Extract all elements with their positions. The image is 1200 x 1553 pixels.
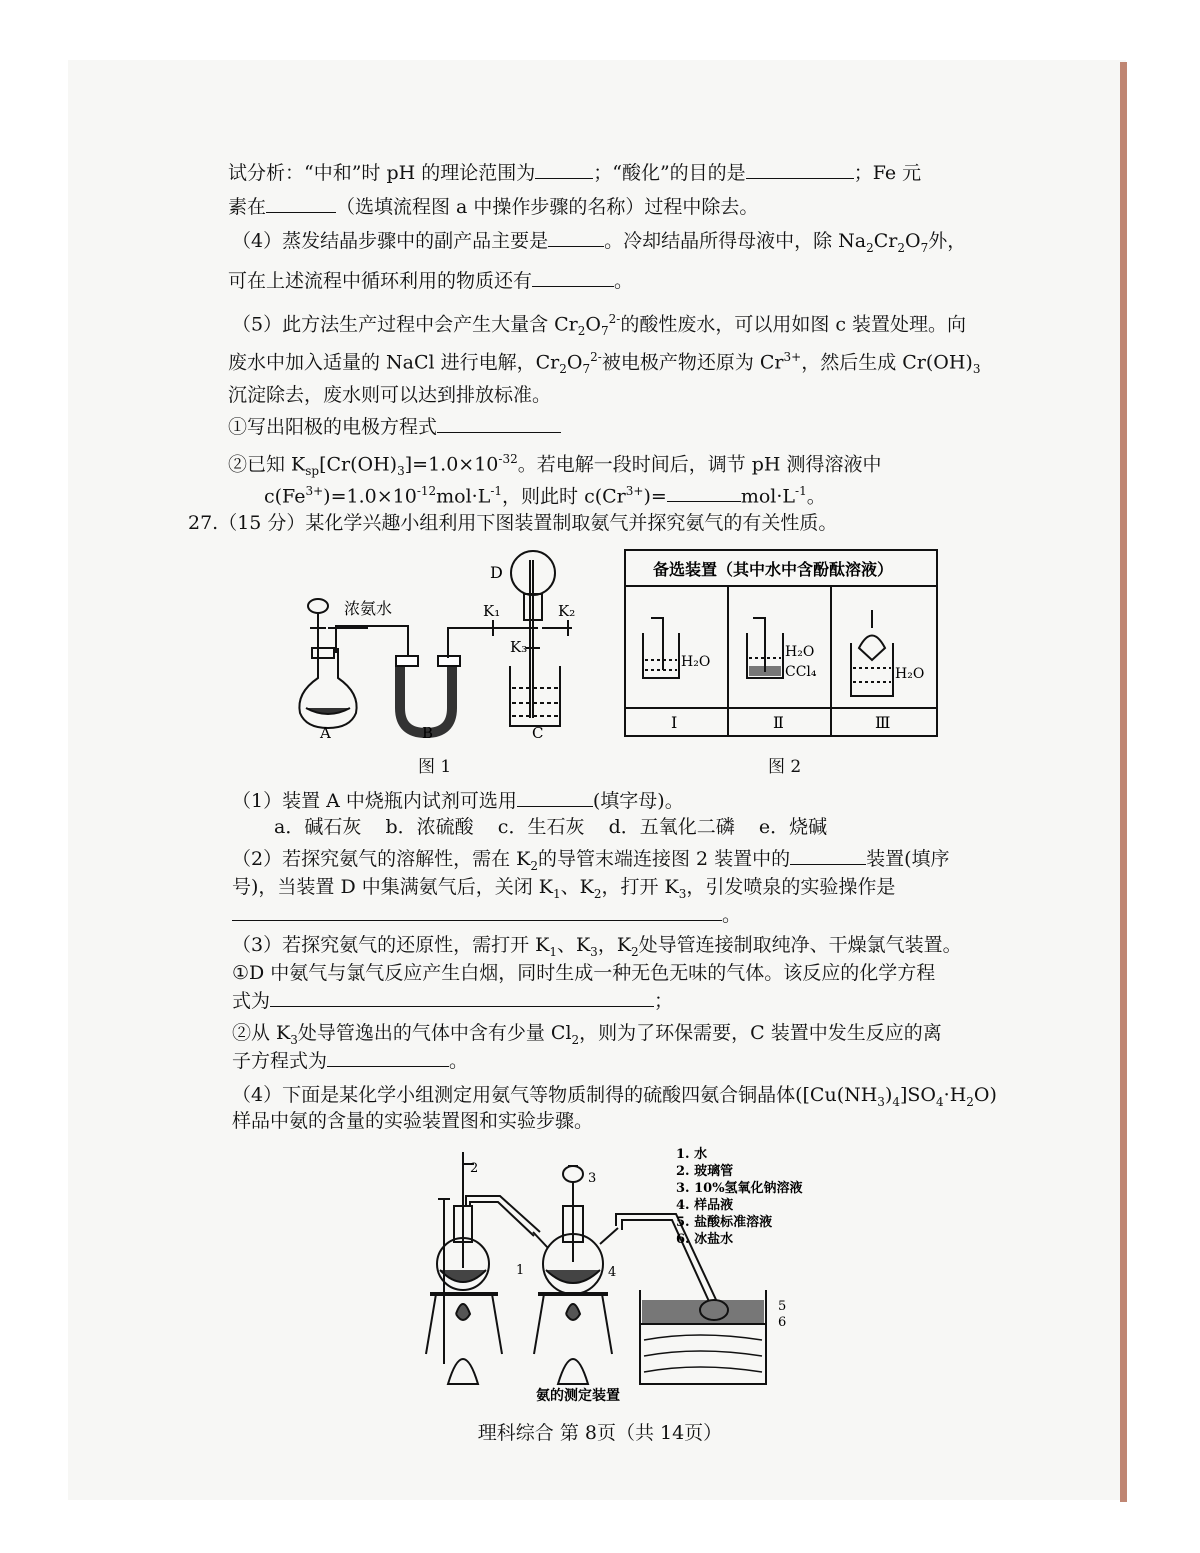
label-n2: 2 [470, 1161, 479, 1176]
text: 素在 [228, 196, 267, 218]
text: ；“酸化”的目的是 [593, 162, 746, 184]
text: 。 [722, 904, 742, 926]
answer-blank[interactable] [532, 268, 614, 287]
superscript: -1 [795, 484, 807, 498]
subscript: 2 [897, 240, 905, 255]
superscript: 3+ [305, 484, 324, 498]
subscript: 3 [397, 464, 405, 479]
subscript: 2 [571, 1032, 580, 1047]
subscript: sp [305, 464, 320, 479]
superscript: 2- [608, 312, 621, 326]
text: 外， [928, 230, 967, 252]
answer-blank[interactable] [790, 846, 866, 865]
text: 的导管末端连接图 2 装置中的 [537, 848, 791, 870]
label-k2: K₂ [558, 602, 576, 620]
question-1-options: a．碱石灰 b．浓硫酸 c．生石灰 d．五氧化二磷 e．烧碱 [274, 816, 828, 838]
text: ，打开 K [601, 876, 679, 898]
figure-2-title: 备选装置（其中水中含酚酞溶液） [653, 560, 894, 579]
answer-blank[interactable] [746, 160, 854, 179]
figure-3-caption: 氨的测定装置 [536, 1388, 620, 1404]
text-line-8 [228, 414, 561, 440]
figure-2-options-table [623, 548, 939, 738]
answer-blank[interactable] [232, 902, 722, 921]
text-line-6: 废水中加入适量的 NaCl 进行电解，$Cr_2O_7^{2-}$被电极产物还原为 $Cr^{3+}$，然后生成 $Cr(OH)_3$ [228, 350, 981, 377]
subscript: 3 [877, 1094, 885, 1109]
legend-item: 6. 冰盐水 [676, 1232, 734, 1247]
text: ，则为了环保需要，C 装置中发生反应的离 [579, 1022, 942, 1044]
subscript: 2 [966, 1094, 974, 1109]
text: （4）下面是某化学小组测定用氨气等物质制得的硫酸四氨合铜晶体([Cu(NH [232, 1084, 878, 1106]
text: 的酸性废水，可以用如图 c 装置处理。向 [620, 313, 967, 336]
subscript: 7 [582, 362, 591, 377]
question-4-line-2: 样品中氨的含量的实验装置图和实验步骤。 [232, 1110, 594, 1132]
subscript: 2 [593, 886, 602, 901]
figure-1-apparatus [288, 548, 588, 748]
text: )=1.0×10 [323, 485, 417, 508]
superscript: -1 [490, 484, 503, 498]
subscript: 3 [678, 886, 687, 901]
superscript: 2- [590, 350, 602, 364]
text-line-2 [228, 194, 758, 220]
legend-item: 4. 样品液 [676, 1198, 734, 1213]
legend-item: 3. 10%氢氧化钠溶液 [676, 1181, 803, 1196]
question-3-line-2: ①D 中氨气与氯气反应产生白烟，同时生成一种无色无味的气体。该反应的化学方程 [232, 962, 936, 984]
answer-blank[interactable] [327, 1048, 449, 1067]
text: 可在上述流程中循环利用的物质还有 [228, 270, 533, 292]
subscript: 3 [590, 944, 598, 959]
text-line-7: 沉淀除去，废水则可以达到排放标准。 [228, 384, 552, 406]
question-27-title: 27.（15 分）某化学兴趣小组利用下图装置制取氨气并探究氨气的有关性质。 [188, 512, 838, 534]
text: ，则此时 c(Cr [502, 485, 626, 508]
figure-1-caption: 图 1 [418, 757, 452, 777]
text: ②从 K [232, 1022, 291, 1044]
subscript: 7 [600, 324, 609, 339]
text: （2）若探究氨气的溶解性，需在 K [232, 848, 531, 870]
legend-item: 2. 玻璃管 [676, 1164, 734, 1179]
label-n5: 5 [778, 1299, 787, 1314]
text-line-10 [264, 478, 826, 509]
subscript: 2 [530, 858, 538, 873]
answer-blank[interactable] [667, 483, 741, 502]
text: 子方程式为 [232, 1050, 328, 1072]
text: O) [973, 1084, 997, 1106]
label-ammonia: 浓氨水 [344, 599, 393, 618]
legend-item: 5. 盐酸标准溶液 [676, 1215, 773, 1230]
label-ccl4: CCl₄ [785, 664, 817, 680]
text: ) [884, 1084, 893, 1106]
subscript: 1 [552, 886, 561, 901]
text: ·H [943, 1084, 967, 1106]
text-line-4 [228, 268, 633, 294]
text: 。冷却结晶所得母液中，除 Na [604, 230, 867, 252]
figure-2-caption: 图 2 [768, 757, 802, 777]
text: (填字母)。 [592, 790, 684, 812]
label-n6: 6 [778, 1315, 787, 1330]
label-c: C [532, 724, 544, 742]
label-d: D [490, 563, 503, 582]
column-label: Ⅲ [875, 713, 891, 732]
text: ；Fe 元 [853, 162, 922, 184]
answer-blank[interactable] [517, 788, 593, 807]
text: mol·L [740, 485, 796, 508]
question-1 [232, 788, 684, 814]
text: 。 [449, 1050, 469, 1072]
subscript: 2 [577, 324, 586, 339]
text: （1）装置 A 中烧瓶内试剂可选用 [232, 790, 517, 812]
label-h2o: H₂O [785, 644, 815, 660]
text: 试分析：“中和”时 pH 的理论范围为 [228, 162, 536, 184]
text: （3）若探究氨气的还原性，需打开 K [232, 934, 550, 956]
text: mol·L [436, 485, 491, 508]
text: 。若电解一段时间后，调节 pH 测得溶液中 [517, 453, 882, 476]
superscript: 3+ [625, 484, 644, 498]
superscript: -32 [498, 452, 518, 466]
label-n4: 4 [608, 1265, 617, 1280]
answer-blank[interactable] [437, 414, 561, 433]
flask-a-icon [299, 648, 356, 728]
subscript: 2 [866, 240, 874, 255]
subscript: 2 [559, 362, 567, 377]
text: ]SO [900, 1084, 937, 1106]
question-3-line-5 [232, 1048, 468, 1074]
text: ，然后生成 Cr(OH) [801, 351, 973, 374]
label-h2o: H₂O [895, 666, 925, 682]
text-line-1 [228, 160, 921, 186]
answer-blank[interactable] [548, 228, 604, 247]
label-n1: 1 [516, 1263, 525, 1278]
subscript: 3 [972, 362, 981, 377]
text: [Cr(OH) [319, 453, 398, 476]
subscript: 4 [892, 1094, 900, 1109]
figure-3-legend [676, 1146, 803, 1247]
text-line-3: （4）蒸发结晶步骤中的副产品主要是 。冷却结晶所得母液中，除 $Na_2Cr_2O_7$外， [232, 230, 967, 255]
text: （选填流程图 a 中操作步骤的名称）过程中除去。 [336, 196, 759, 218]
label-h2o: H₂O [681, 654, 711, 670]
column-label: Ⅰ [671, 713, 678, 732]
text: 、K [556, 934, 591, 956]
text: 处导管连接制取纯净、干燥氯气装置。 [638, 934, 962, 956]
answer-blank[interactable] [535, 160, 593, 179]
label-n3: 3 [588, 1171, 597, 1186]
text: 、K [560, 876, 594, 898]
text: ，引发喷泉的实验操作是 [686, 876, 896, 898]
question-3-line-3 [232, 988, 673, 1014]
text: ； [654, 990, 674, 1012]
label-b: B [422, 724, 434, 742]
subscript: 2 [631, 944, 639, 959]
question-2-line-3 [232, 902, 741, 928]
text: 号)，当装置 D 中集满氨气后，关闭 K [232, 876, 553, 898]
label-k3: K₃ [510, 638, 528, 656]
text: 被电极产物还原为 Cr [601, 351, 784, 374]
subscript: 3 [290, 1032, 298, 1047]
text: ②已知 K [228, 453, 306, 476]
subscript: 1 [549, 944, 557, 959]
page-footer: 理科综合 第 8页（共 14页） [477, 1422, 723, 1444]
superscript: -12 [416, 484, 437, 498]
subscript: 4 [936, 1094, 944, 1109]
label-k1: K₁ [483, 602, 501, 620]
column-label: Ⅱ [773, 713, 784, 732]
text: 装置(填序 [866, 848, 950, 870]
text: 废水中加入适量的 NaCl 进行电解，Cr [228, 351, 560, 374]
answer-blank[interactable] [266, 194, 336, 213]
legend-item: 1. 水 [676, 1147, 708, 1162]
text: （5）此方法生产过程中会产生大量含 Cr [232, 313, 578, 336]
text: 。 [806, 485, 826, 508]
text: ]=1.0×10 [404, 453, 499, 476]
text: （4）蒸发结晶步骤中的副产品主要是 [232, 230, 549, 252]
text: 式为 [232, 990, 271, 1012]
text: ①写出阳极的电极方程式 [228, 416, 438, 438]
figure-3-ammonia-apparatus [408, 1144, 828, 1404]
text: )= [643, 485, 667, 508]
text: 处导管逸出的气体中含有少量 Cl [297, 1022, 572, 1044]
subscript: 7 [920, 240, 929, 255]
answer-blank[interactable] [270, 988, 654, 1007]
text: 。 [614, 270, 634, 292]
page-edge [1120, 62, 1127, 1502]
text-line-5: （5）此方法生产过程中会产生大量含 $Cr_2O_7^{2-}$的酸性废水，可以用如图 c 装置处理。向 [232, 312, 967, 339]
text: c(Fe [264, 485, 306, 508]
superscript: 3+ [783, 350, 802, 364]
text: ，K [597, 934, 632, 956]
label-a: A [320, 724, 331, 742]
